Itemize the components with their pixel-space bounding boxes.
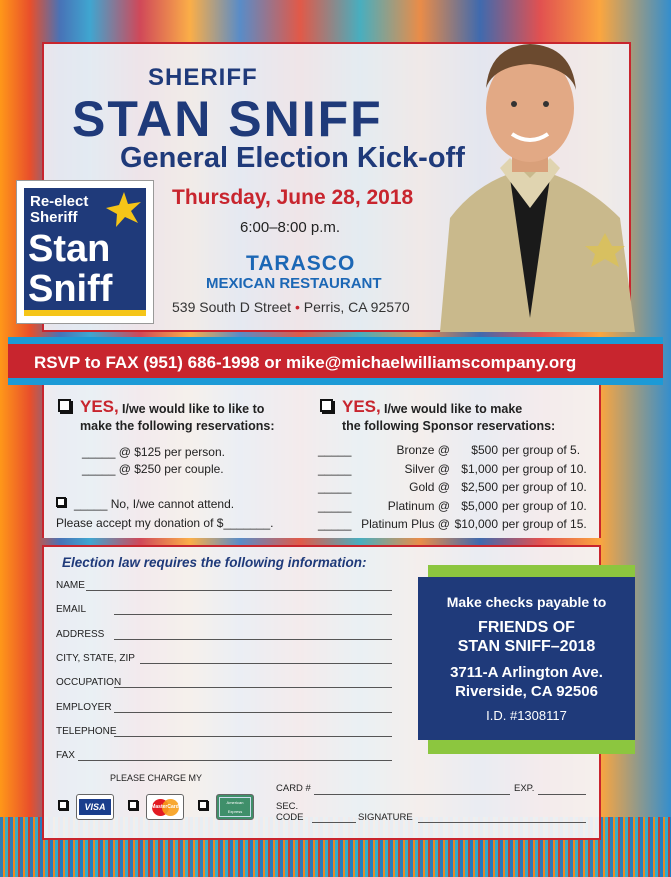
payable-to-line2: FRIENDS OF	[478, 619, 575, 636]
mastercard-checkbox[interactable]	[128, 800, 138, 810]
field-label: ADDRESS	[56, 628, 105, 640]
logo-yellow-bar	[24, 310, 146, 316]
field-input-line[interactable]	[78, 760, 392, 761]
address-street: 539 South D Street	[172, 299, 292, 315]
sponsor-level-amount: $1,000	[461, 461, 498, 476]
field-input-line[interactable]	[140, 663, 392, 664]
please-charge-label: PLEASE CHARGE MY	[110, 773, 203, 783]
expiration-line[interactable]	[538, 794, 586, 795]
sponsor-level-blank[interactable]: _____	[318, 461, 352, 476]
sponsor-level-group: per group of 10.	[502, 498, 587, 513]
field-label: FAX	[56, 750, 75, 762]
payable-city: Riverside, CA 92506	[455, 683, 598, 700]
sponsor-intro-line2: the following Sponsor reservations:	[342, 419, 556, 433]
sponsor-level-name: Platinum Plus @	[361, 517, 450, 531]
logo-line-sniff: Sniff	[28, 268, 113, 310]
cannot-attend-label: _____ No, I/we cannot attend.	[74, 497, 235, 511]
field-label: CITY, STATE, ZIP	[56, 652, 135, 664]
address-separator: •	[294, 299, 300, 315]
amex-checkbox[interactable]	[198, 800, 208, 810]
donation-field[interactable]: Please accept my donation of $_______.	[56, 516, 274, 530]
candidate-photo	[420, 18, 640, 332]
field-label: EMAIL	[56, 604, 87, 616]
logo-line-stan: Stan	[28, 228, 111, 270]
sponsor-level-group: per group of 15.	[502, 517, 587, 531]
sponsor-level-blank[interactable]: _____	[318, 443, 352, 457]
restaurant-name: TARASCO	[246, 252, 356, 275]
sponsor-level-name: Silver @	[404, 461, 450, 476]
payto-green-top	[428, 565, 635, 577]
field-label: OCCUPATION	[56, 677, 122, 689]
security-code-label-1: SEC.	[276, 801, 299, 812]
payable-to-line3: STAN SNIFF–2018	[457, 638, 596, 655]
visa-card-icon	[76, 794, 114, 820]
security-code-line[interactable]	[312, 822, 356, 823]
visa-card-label: VISA	[79, 799, 111, 815]
sponsor-level-name: Platinum @	[387, 498, 450, 513]
option-per-person[interactable]: _____ @ $125 per person.	[82, 445, 225, 459]
expiration-label: EXP.	[514, 783, 535, 794]
signature-label: SIGNATURE	[358, 812, 413, 823]
logo-panel	[24, 188, 146, 316]
reservation-intro-line2: make the following reservations:	[80, 419, 275, 433]
event-title: General Election Kick-off	[120, 142, 465, 174]
sponsor-level-blank[interactable]: _____	[318, 480, 352, 494]
card-number-label: CARD #	[276, 783, 311, 794]
option-per-couple[interactable]: _____ @ $250 per couple.	[82, 462, 224, 476]
sponsor-level-group: per group of 10.	[502, 461, 587, 476]
sponsor-level-amount: $500	[471, 443, 498, 457]
sponsor-intro-line1: I/we would like to make	[384, 402, 523, 416]
election-law-heading: Election law requires the following information:	[62, 555, 367, 570]
reservation-intro-line1: I/we would like to like to	[122, 402, 265, 416]
yes-label-right: YES,	[342, 397, 381, 416]
field-input-line[interactable]	[114, 614, 392, 615]
security-code-label-2: CODE	[276, 812, 304, 823]
field-label: NAME	[56, 580, 85, 591]
mastercard-card-label: MasterCard	[151, 804, 179, 810]
field-input-line[interactable]	[114, 712, 392, 713]
amex-card-label: American Express	[219, 797, 251, 817]
visa-checkbox[interactable]	[58, 800, 68, 810]
sheriff-star-icon	[104, 190, 144, 230]
event-address	[172, 299, 410, 315]
card-number-line[interactable]	[314, 794, 510, 795]
rsvp-banner	[8, 337, 663, 385]
field-input-line[interactable]	[114, 736, 392, 737]
restaurant-subtitle: MEXICAN RESTAURANT	[206, 275, 382, 292]
cannot-attend-checkbox[interactable]	[56, 497, 66, 507]
event-date: Thursday, June 28, 2018	[172, 186, 414, 209]
amex-card-icon	[216, 794, 254, 820]
payable-street: 3711-A Arlington Ave.	[450, 664, 603, 681]
campaign-logo	[16, 180, 154, 324]
field-label: TELEPHONE	[56, 725, 117, 737]
sponsor-level-amount: $2,500	[461, 480, 498, 494]
sponsor-level-blank[interactable]: _____	[318, 517, 352, 531]
sponsor-level-amount: $5,000	[461, 498, 498, 513]
sponsor-level-group: per group of 5.	[502, 443, 581, 457]
payable-to-box	[418, 577, 635, 740]
field-input-line[interactable]	[114, 687, 392, 688]
yes-label-left: YES,	[80, 397, 119, 416]
field-label: EMPLOYER	[56, 701, 112, 713]
payto-green-bottom	[428, 738, 635, 754]
yes-sponsor-checkbox[interactable]	[320, 399, 333, 412]
title-sheriff: SHERIFF	[148, 64, 258, 91]
rsvp-text: RSVP to FAX (951) 686-1998 or mike@michaelwilliamscompany.org	[34, 353, 577, 372]
field-input-line[interactable]	[114, 639, 392, 640]
payable-id: I.D. #1308117	[486, 708, 567, 723]
payable-to-heading: Make checks payable to	[446, 594, 607, 610]
mastercard-card-icon	[146, 794, 184, 820]
event-time: 6:00–8:00 p.m.	[240, 219, 341, 236]
sponsor-level-group: per group of 10.	[502, 480, 587, 494]
sponsor-level-blank[interactable]: _____	[318, 498, 352, 513]
sponsor-level-name: Gold @	[409, 480, 450, 494]
logo-line-sheriff: Sheriff	[30, 209, 78, 226]
title-candidate-name: STAN SNIFF	[72, 91, 383, 147]
sponsor-level-name: Bronze @	[396, 443, 450, 457]
logo-line-reelect: Re-elect	[30, 193, 89, 210]
address-city: Perris, CA 92570	[303, 299, 410, 315]
signature-line[interactable]	[418, 822, 586, 823]
field-input-line[interactable]	[86, 590, 392, 591]
yes-reservation-checkbox[interactable]	[58, 399, 71, 412]
sponsor-level-amount: $10,000	[454, 517, 498, 531]
